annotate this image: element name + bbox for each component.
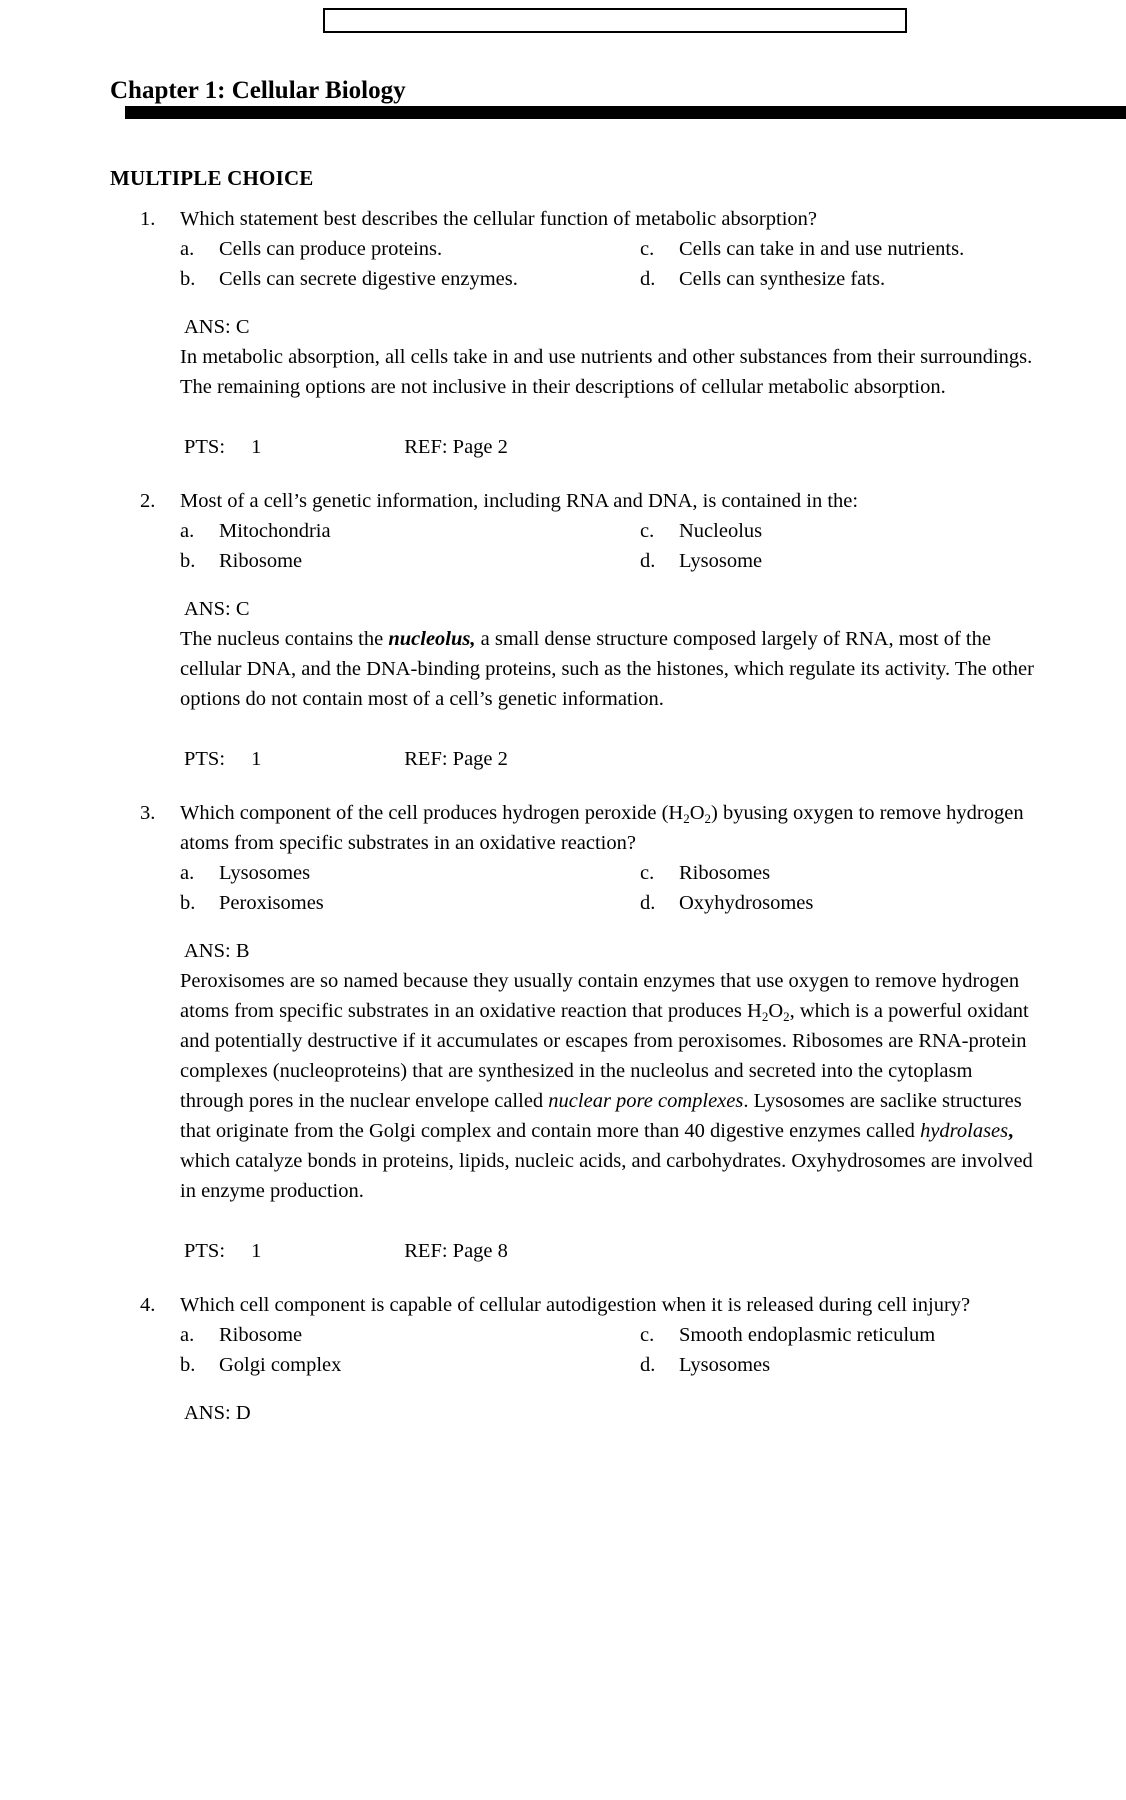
- answer-line: ANS: C: [184, 316, 250, 338]
- option-text: Lysosome: [679, 550, 763, 572]
- option-text: Cells can synthesize fats.: [679, 268, 886, 290]
- question: [140, 1290, 1040, 1428]
- pts-label: PTS:: [184, 1240, 226, 1262]
- option-text: Nucleolus: [679, 520, 763, 542]
- option-text: Mitochondria: [219, 520, 331, 542]
- option-letter: c.: [640, 862, 655, 884]
- pts-ref-line: [184, 432, 1040, 462]
- horizontal-rule: [125, 106, 1126, 119]
- answer-option: [180, 516, 640, 546]
- pts-value: 1: [251, 1240, 262, 1262]
- option-letter: c.: [640, 520, 655, 542]
- answer-option: [640, 234, 1040, 264]
- option-text: Smooth endoplasmic reticulum: [679, 1324, 936, 1346]
- question-number: 3.: [140, 802, 156, 824]
- question-options: [180, 234, 1040, 294]
- option-letter: b.: [180, 1354, 196, 1376]
- question-options: [180, 1320, 1040, 1380]
- answer-option: [640, 516, 1040, 546]
- question-body: [180, 486, 1040, 774]
- answer-option: [180, 1350, 640, 1380]
- answer-option: [180, 234, 640, 264]
- option-letter: b.: [180, 550, 196, 572]
- question-stem: Which cell component is capable of cellular autodigestion when it is released during cell injury?: [180, 1294, 971, 1316]
- pts-value: 1: [251, 748, 262, 770]
- pts-ref-line: [184, 1236, 1040, 1266]
- question-number: 4.: [140, 1294, 156, 1316]
- option-text: Ribosome: [219, 1324, 303, 1346]
- option-text: Lysosomes: [679, 1354, 771, 1376]
- section-heading: MULTIPLE CHOICE: [110, 166, 314, 191]
- answer-line: ANS: D: [184, 1402, 251, 1424]
- option-letter: a.: [180, 238, 195, 260]
- page-title: Chapter 1: Cellular Biology: [110, 76, 406, 104]
- ref-label: REF: Page 2: [404, 748, 508, 770]
- answer-option: [640, 1320, 1040, 1350]
- answer-option: [180, 264, 640, 294]
- option-letter: d.: [640, 892, 656, 914]
- question: [140, 798, 1040, 1266]
- option-letter: b.: [180, 892, 196, 914]
- option-letter: d.: [640, 268, 656, 290]
- answer-option: [180, 858, 640, 888]
- answer-option: [640, 264, 1040, 294]
- option-letter: c.: [640, 238, 655, 260]
- option-text: Ribosomes: [679, 862, 771, 884]
- rationale-text: In metabolic absorption, all cells take in and use nutrients and other substances from their surroundings. The remaining options are not inclusive in their descriptions of cellular metabolic absorption.: [180, 346, 1033, 398]
- pts-value: 1: [251, 436, 262, 458]
- option-text: Oxyhydrosomes: [679, 892, 814, 914]
- question-body: [180, 204, 1040, 462]
- rationale-text: Peroxisomes are so named because they usually contain enzymes that use oxygen to remove hydrogen atoms from specific substrates in an oxidative reaction that produces H2O2, which is a powerful oxidant and potentially destructive if it accumulates or escapes from peroxisomes. Ribosomes are RNA-protein complexes (nucleoproteins) that are synthesized in the nucleolus and secreted into the cytoplasm through pores in the nuclear envelope called nuclear pore complexes. Lysosomes are saclike structures that originate from the Golgi complex and contain more than 40 digestive enzymes called hydrolases, which catalyze bonds in proteins, lipids, nucleic acids, and carbohydrates. Oxyhydrosomes are involved in enzyme production.: [180, 970, 1033, 1202]
- question-stem: Most of a cell’s genetic information, including RNA and DNA, is contained in the:: [180, 490, 859, 512]
- question-number: 2.: [140, 490, 156, 512]
- option-text: Lysosomes: [219, 862, 311, 884]
- option-text: Cells can secrete digestive enzymes.: [219, 268, 518, 290]
- answer-option: [180, 888, 640, 918]
- question-number: 1.: [140, 208, 156, 230]
- answer-line: ANS: B: [184, 940, 250, 962]
- option-letter: d.: [640, 1354, 656, 1376]
- question-body: [180, 1290, 1040, 1428]
- answer-option: [180, 546, 640, 576]
- option-letter: d.: [640, 550, 656, 572]
- option-letter: a.: [180, 1324, 195, 1346]
- question: [140, 486, 1040, 774]
- answer-line: ANS: C: [184, 598, 250, 620]
- answer-option: [640, 858, 1040, 888]
- option-letter: a.: [180, 862, 195, 884]
- rationale-text: The nucleus contains the nucleolus, a small dense structure composed largely of RNA, most of the cellular DNA, and the DNA-binding proteins, such as the histones, which regulate its activity. The other options do not contain most of a cell’s genetic information.: [180, 628, 1034, 710]
- option-text: Golgi complex: [219, 1354, 342, 1376]
- option-text: Ribosome: [219, 550, 303, 572]
- question-body: [180, 798, 1040, 1266]
- option-text: Cells can produce proteins.: [219, 238, 443, 260]
- option-text: Cells can take in and use nutrients.: [679, 238, 965, 260]
- pts-ref-line: [184, 744, 1040, 774]
- pts-label: PTS:: [184, 748, 226, 770]
- question-list: [140, 204, 1040, 1428]
- ref-label: REF: Page 2: [404, 436, 508, 458]
- answer-option: [640, 546, 1040, 576]
- question-stem: Which component of the cell produces hydrogen peroxide (H2O2) byusing oxygen to remove hydrogen atoms from specific substrates in an oxidative reaction?: [180, 802, 1024, 854]
- ref-label: REF: Page 8: [404, 1240, 508, 1262]
- answer-option: [180, 1320, 640, 1350]
- title-input-box[interactable]: [323, 8, 907, 33]
- answer-option: [640, 888, 1040, 918]
- question-options: [180, 858, 1040, 918]
- question: [140, 204, 1040, 462]
- question-stem: Which statement best describes the cellular function of metabolic absorption?: [180, 208, 817, 230]
- pts-label: PTS:: [184, 436, 226, 458]
- option-text: Peroxisomes: [219, 892, 324, 914]
- option-letter: b.: [180, 268, 196, 290]
- question-options: [180, 516, 1040, 576]
- option-letter: c.: [640, 1324, 655, 1346]
- option-letter: a.: [180, 520, 195, 542]
- answer-option: [640, 1350, 1040, 1380]
